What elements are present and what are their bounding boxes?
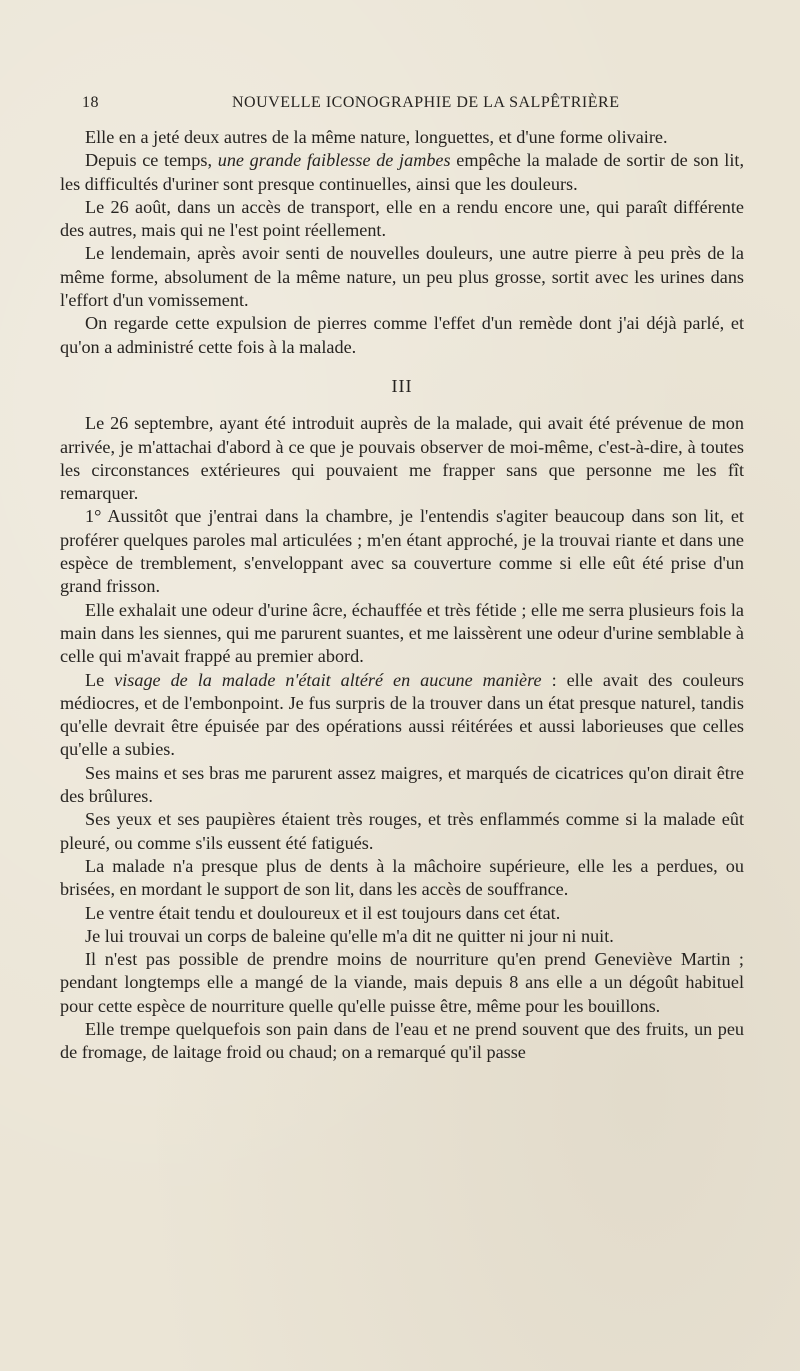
paragraph-14: Je lui trouvai un corps de baleine qu'elle m'a dit ne quitter ni jour ni nuit.: [85, 925, 614, 946]
paragraph-2-end: empêche la malade de sortir de son lit, les difficultés d'uriner sont presque continuelles, ainsi que les douleurs.: [60, 150, 744, 194]
running-title: NOUVELLE ICONOGRAPHIE DE LA SALPÊTRIÈRE: [232, 94, 620, 111]
paragraph-9-end: : elle avait des couleurs médiocres, et de l'embonpoint. Je fus surpris de la trouver dans un état presque naturel, tandis qu'elle devrait être épuisée par des opérations aussi réitérées et aussi laborieuses que celles qu'elle a subies.: [60, 669, 744, 760]
body-text: [60, 126, 744, 1065]
paragraph-9-emphasis: visage de la malade n'était altéré en aucune manière: [114, 669, 542, 690]
paragraph-2-start: Depuis ce temps,: [85, 150, 218, 171]
paragraph-4: Le lendemain, après avoir senti de nouvelles douleurs, une autre pierre à peu près de la même forme, absolument de la même nature, un peu plus grosse, sortit avec les urines dans l'effort d'un vomissement.: [60, 243, 744, 311]
paragraph-16: Elle trempe quelquefois son pain dans de l'eau et ne prend souvent que des fruits, un peu de fromage, de laitage froid ou chaud; on a remarqué qu'il passe: [60, 1018, 744, 1063]
paragraph-15: Il n'est pas possible de prendre moins de nourriture qu'en prend Geneviève Martin ; pendant longtemps elle a mangé de la viande, mais depuis 8 ans elle a un dégoût habituel pour cette espèce de nourriture quelle qu'elle puisse être, même pour les bouillons.: [60, 949, 744, 1016]
paragraph-12: La malade n'a presque plus de dents à la mâchoire supérieure, elle les a perdues, ou brisées, en mordant le support de son lit, dans les accès de souffrance.: [60, 855, 744, 900]
paragraph-10: Ses mains et ses bras me parurent assez maigres, et marqués de cicatrices qu'on dirait être des brûlures.: [60, 762, 744, 807]
paragraph-6: Le 26 septembre, ayant été introduit auprès de la malade, qui avait été prévenue de mon arrivée, je m'attachai d'abord à ce que je pouvais observer de moi-même, c'est-à-dire, à toutes les circonstances extérieures qui pouvaient me frapper sans que personne me les fît remarquer.: [60, 413, 744, 504]
section-heading: III: [391, 375, 413, 396]
paragraph-13: Le ventre était tendu et douloureux et il est toujours dans cet état.: [85, 902, 561, 923]
paragraph-5: On regarde cette expulsion de pierres comme l'effet d'un remède dont j'ai déjà parlé, et qu'on a administré cette fois à la malade.: [60, 313, 744, 357]
running-header: [60, 94, 744, 118]
paragraph-1: Elle en a jeté deux autres de la même nature, longuettes, et d'une forme olivaire.: [85, 127, 668, 147]
paragraph-8: Elle exhalait une odeur d'urine âcre, échauffée et très fétide ; elle me serra plusieurs fois la main dans les siennes, qui me parurent suantes, et me laissèrent une odeur d'urine semblable à celle qui m'avait frappé au premier abord.: [60, 599, 744, 667]
paragraph-7: 1° Aussitôt que j'entrai dans la chambre, je l'entendis s'agiter beaucoup dans son lit, et proférer quelques paroles mal articulées ; m'en étant approché, je la trouvai riante et dans une espèce de tremblement, s'enveloppant avec sa couverture comme si elle eût été prise d'un grand frisson.: [60, 506, 744, 597]
paragraph-9: [60, 669, 744, 762]
paragraph-11: Ses yeux et ses paupières étaient très rouges, et très enflammés comme si la malade eût pleuré, ou comme s'ils eussent été fatigués.: [60, 809, 744, 853]
paragraph-2: [60, 149, 744, 196]
paragraph-3: Le 26 août, dans un accès de transport, elle en a rendu encore une, qui paraît différente des autres, mais qui ne l'est point réellement.: [60, 196, 744, 241]
paragraph-9-start: Le: [85, 669, 115, 690]
paragraph-2-emphasis: une grande faiblesse de jambes: [217, 150, 451, 171]
page-number: 18: [82, 94, 99, 111]
